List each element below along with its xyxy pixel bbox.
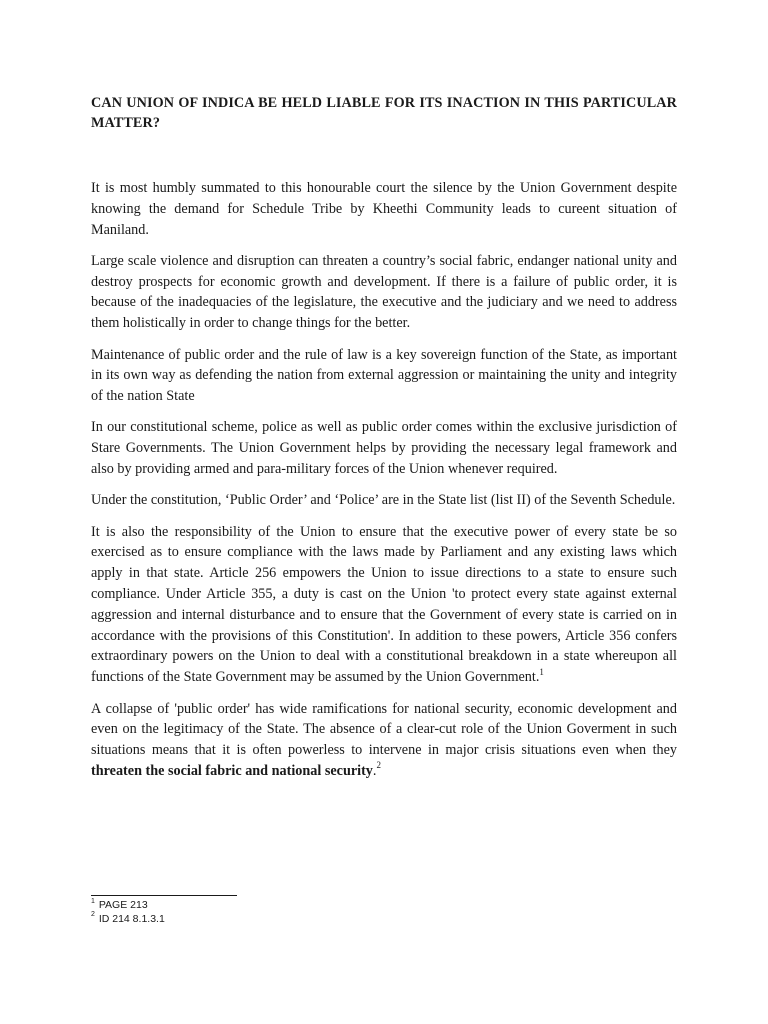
footnote xyxy=(91,899,677,913)
paragraph xyxy=(91,345,677,407)
paragraph-text: Maintenance of public order and the rule of law is a key sovereign function of the State, as important in its own way as defending the nation from external aggression or maintaining the unity and integrity of the nation State xyxy=(91,346,677,405)
paragraph xyxy=(91,699,677,782)
paragraph-text: In our constitutional scheme, police as well as public order comes within the exclusive jurisdiction of Stare Governments. The Union Government helps by providing the necessary legal framework and also by providing armed and para-military forces of the Union whenever required. xyxy=(91,419,677,478)
page-heading: CAN UNION OF INDICA BE HELD LIABLE FOR ITS INACTION IN THIS PARTICULAR MATTER? xyxy=(91,95,677,131)
footnote-number: 1 xyxy=(91,897,95,905)
paragraph-text: Large scale violence and disruption can threaten a country’s social fabric, endanger national unity and destroy prospects for economic growth and development. If there is a failure of public order, it is because of the inadequacies of the legislature, the executive and the judiciary and we need to address them holistically in order to change things for the better. xyxy=(91,252,677,332)
paragraph-text: It is most humbly summated to this honourable court the silence by the Union Government despite knowing the demand for Schedule Tribe by Kheethi Community leads to cureent situation of Maniland. xyxy=(91,180,677,238)
paragraph-text: A collapse of 'public order' has wide ramifications for national security, economic development and even on the legitimacy of the State. The absence of a clear-cut role of the Union Goverment in such situations means that it is often powerless to intervene in major crisis situations even when they xyxy=(91,700,677,759)
footnote-text: PAGE 213 xyxy=(98,899,148,911)
paragraph xyxy=(91,522,677,688)
paragraph-text: It is also the responsibility of the Union to ensure that the executive power of every state be so exercised as to ensure compliance with the laws made by Parliament and any existing laws which apply in that state. Article 256 empowers the Union to issue directions to a state to ensure such compliance. Under Article 355, a duty is cast on the Union 'to protect every state against external aggression and internal disturbance and to ensure that the Government of every state is carried on in accordance with the provisions of this Constitution'. In addition to these powers, Article 356 confers extraordinary powers on the Union to deal with a constitutional breakdown in a state whereupon all functions of the State Government may be assumed by the Union Government. xyxy=(91,523,677,686)
footnotes xyxy=(91,899,677,926)
paragraph-tail: . xyxy=(372,762,377,779)
footnote-text: ID 214 8.1.3.1 xyxy=(98,912,165,925)
paragraph xyxy=(91,490,677,511)
footnote-reference[interactable]: 2 xyxy=(376,760,381,771)
bold-emphasis: threaten the social fabric and national security xyxy=(91,762,373,779)
footnote-number: 2 xyxy=(91,911,95,918)
footnote-separator xyxy=(91,895,237,896)
paragraph-text: Under the constitution, ‘Public Order’ and ‘Police’ are in the State list (list II) of the Seventh Schedule. xyxy=(91,492,676,509)
paragraph xyxy=(91,417,677,479)
document-body xyxy=(91,178,677,792)
paragraph xyxy=(91,178,677,240)
paragraph xyxy=(91,251,677,334)
footnote-reference[interactable]: 1 xyxy=(539,666,544,677)
footnote xyxy=(91,913,677,927)
